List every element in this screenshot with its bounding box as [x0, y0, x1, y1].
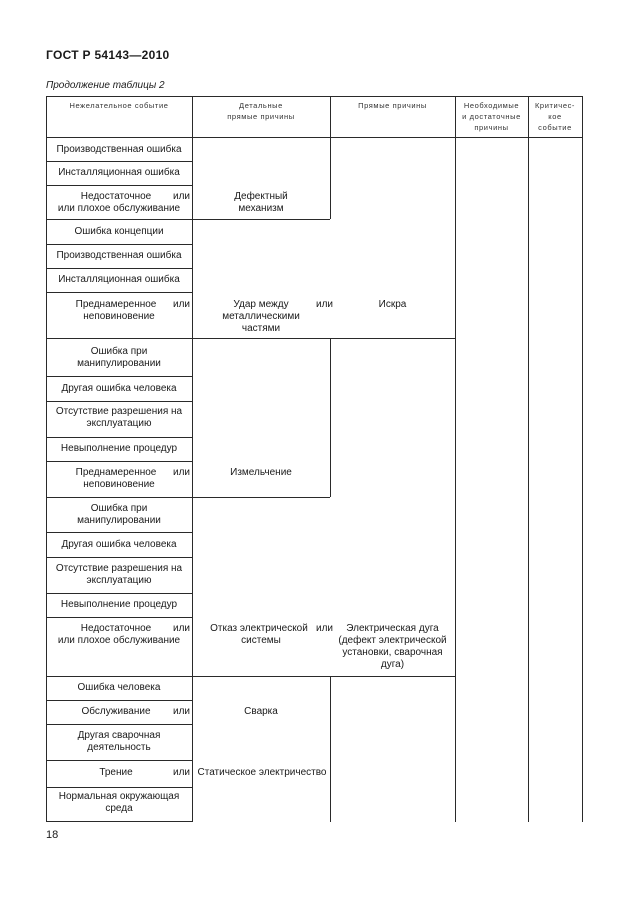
or-label: или	[316, 623, 334, 634]
cell-event: Ошибка концепции	[74, 226, 164, 237]
cell-event: неповиновение	[83, 311, 155, 322]
or-label: или	[173, 623, 191, 634]
cell-detailed-cause: Отказ электрической	[210, 623, 308, 634]
cell-event: Отсутствие разрешения на	[55, 406, 183, 417]
or-label: или	[173, 706, 191, 717]
header-necessary-line1: Необходимые	[463, 101, 520, 110]
cell-detailed-cause: Удар между	[233, 299, 289, 310]
cell-event: Производственная ошибка	[56, 250, 182, 261]
header-critical-line2: кое	[548, 112, 562, 121]
cell-event: Производственная ошибка	[56, 144, 182, 155]
cell-event: эксплуатацию	[86, 418, 152, 429]
header-detailed-causes-line2: прямые причины	[227, 112, 295, 121]
cell-event: Нормальная окружающая	[58, 791, 180, 802]
cell-direct-cause: Искра	[378, 299, 407, 310]
cell-event: неповиновение	[83, 479, 155, 490]
or-label: или	[173, 191, 191, 202]
cell-event: манипулировании	[77, 515, 161, 526]
cell-detailed-cause: Статическое электричество	[197, 767, 327, 778]
cell-event: Недостаточное	[80, 191, 152, 202]
cell-event: Другая ошибка человека	[61, 539, 177, 550]
header-critical-line3: событие	[538, 123, 572, 132]
cell-event: деятельность	[87, 742, 151, 753]
cell-event: Инсталляционная ошибка	[58, 167, 180, 178]
header-necessary-line3: причины	[474, 123, 509, 132]
cell-detailed-cause: частями	[241, 323, 281, 334]
cell-direct-cause: установки, сварочная	[342, 647, 443, 658]
cell-event: или плохое обслуживание	[57, 635, 181, 646]
cell-event: Инсталляционная ошибка	[58, 274, 180, 285]
cell-direct-cause: дуга)	[380, 659, 405, 670]
cell-event: эксплуатацию	[86, 575, 152, 586]
cell-detailed-cause: Дефектный	[234, 191, 288, 202]
cell-event: Преднамеренное	[75, 299, 157, 310]
cell-detailed-cause: металлическими	[222, 311, 300, 322]
cell-event: Ошибка человека	[77, 682, 161, 693]
or-label: или	[173, 299, 191, 310]
cell-event: Невыполнение процедур	[60, 599, 178, 610]
page-number: 18	[46, 829, 59, 841]
or-label: или	[316, 299, 334, 310]
cell-event: Ошибка при	[90, 503, 148, 514]
or-label: или	[173, 767, 191, 778]
cell-event: Другая ошибка человека	[61, 383, 177, 394]
cell-event: Обслуживание	[81, 706, 151, 717]
cell-detailed-cause: механизм	[238, 203, 284, 214]
cell-event: Недостаточное	[80, 623, 152, 634]
cell-event: Отсутствие разрешения на	[55, 563, 183, 574]
header-necessary-line2: и достаточные	[462, 112, 521, 121]
cell-detailed-cause: системы	[241, 635, 281, 646]
cell-event: среда	[105, 803, 133, 814]
cell-event: Другая сварочная	[77, 730, 161, 741]
table-caption: Продолжение таблицы 2	[46, 80, 165, 91]
header-critical-line1: Критичес-	[534, 101, 576, 110]
header-undesired-event: Нежелательное событие	[69, 101, 169, 110]
cell-event: манипулировании	[77, 358, 161, 369]
cell-event: Невыполнение процедур	[60, 443, 178, 454]
cell-event: Преднамеренное	[75, 467, 157, 478]
cell-event: или плохое обслуживание	[57, 203, 181, 214]
header-direct-causes: Прямые причины	[358, 101, 427, 110]
cell-detailed-cause: Измельчение	[230, 467, 292, 478]
or-label: или	[173, 467, 191, 478]
document-title: ГОСТ Р 54143—2010	[46, 48, 170, 62]
header-detailed-causes-line1: Детальные	[239, 101, 283, 110]
cell-direct-cause: Электрическая дуга	[346, 623, 439, 634]
cell-event: Трение	[99, 767, 133, 778]
cell-event: Ошибка при	[90, 346, 148, 357]
cell-direct-cause: (дефект электрической	[338, 635, 447, 646]
cell-detailed-cause: Сварка	[244, 706, 278, 717]
